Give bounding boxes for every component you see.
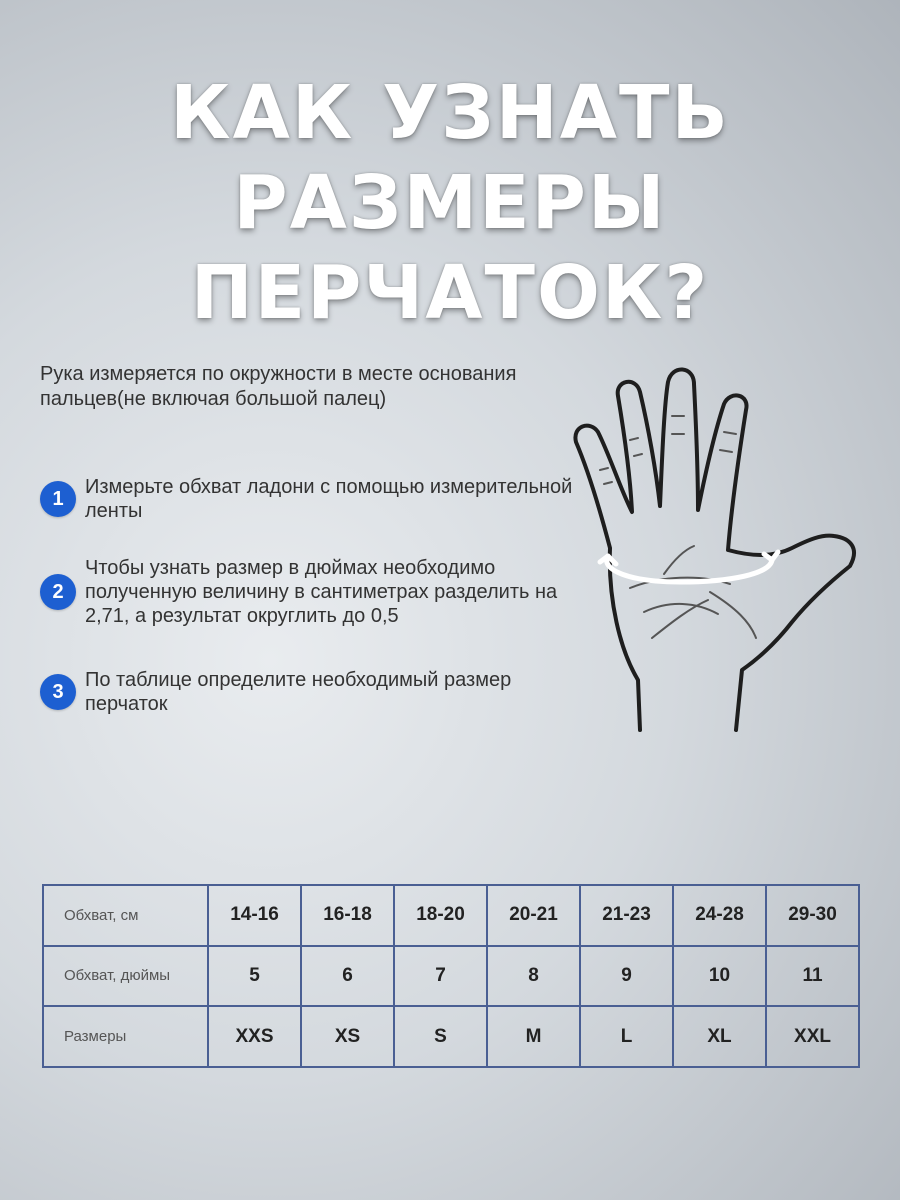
step-number-2: 2 <box>40 574 76 610</box>
step-text-3: По таблице определите необходимый размер перчаток <box>85 669 512 715</box>
intro-text: Рука измеряется по окружности в месте основания пальцев(не включая большой палец) <box>40 363 517 410</box>
table-cell: 21-23 <box>580 885 673 946</box>
step-text-1: Измерьте обхват ладони с помощью измерительной ленты <box>85 476 573 522</box>
table-cell: 24-28 <box>673 885 766 946</box>
table-cell: XXL <box>766 1006 859 1067</box>
table-cell: 20-21 <box>487 885 580 946</box>
row-header-sizes: Размеры <box>43 1006 208 1067</box>
page-title <box>0 68 900 338</box>
title-line-2: РАЗМЕРЫ ПЕРЧАТОК? <box>190 160 710 336</box>
table-cell: 7 <box>394 946 487 1007</box>
step-3 <box>40 668 585 716</box>
table-cell: XL <box>673 1006 766 1067</box>
title-line-1: КАК УЗНАТЬ <box>170 70 730 156</box>
table-cell: 11 <box>766 946 859 1007</box>
size-table <box>42 884 860 1068</box>
table-cell: 5 <box>208 946 301 1007</box>
step-number-1: 1 <box>40 481 76 517</box>
step-text-2: Чтобы узнать размер в дюймах необходимо полученную величину в сантиметрах разделить на 2,71, а результат округлить до 0,5 <box>85 557 558 627</box>
table-row <box>43 946 859 1007</box>
step-2 <box>40 556 585 628</box>
table-cell: S <box>394 1006 487 1067</box>
step-number-3: 3 <box>40 674 76 710</box>
table-cell: L <box>580 1006 673 1067</box>
table-cell: 18-20 <box>394 885 487 946</box>
table-cell: 16-18 <box>301 885 394 946</box>
step-1 <box>40 475 585 523</box>
table-cell: 6 <box>301 946 394 1007</box>
table-cell: XXS <box>208 1006 301 1067</box>
table-cell: 29-30 <box>766 885 859 946</box>
table-cell: 10 <box>673 946 766 1007</box>
hand-outline-icon <box>560 360 880 740</box>
table-cell: XS <box>301 1006 394 1067</box>
table-row <box>43 885 859 946</box>
row-header-cm: Обхват, см <box>43 885 208 946</box>
table-cell: 14-16 <box>208 885 301 946</box>
table-row <box>43 1006 859 1067</box>
row-header-inches: Обхват, дюймы <box>43 946 208 1007</box>
table-cell: 8 <box>487 946 580 1007</box>
table-cell: 9 <box>580 946 673 1007</box>
table-cell: M <box>487 1006 580 1067</box>
